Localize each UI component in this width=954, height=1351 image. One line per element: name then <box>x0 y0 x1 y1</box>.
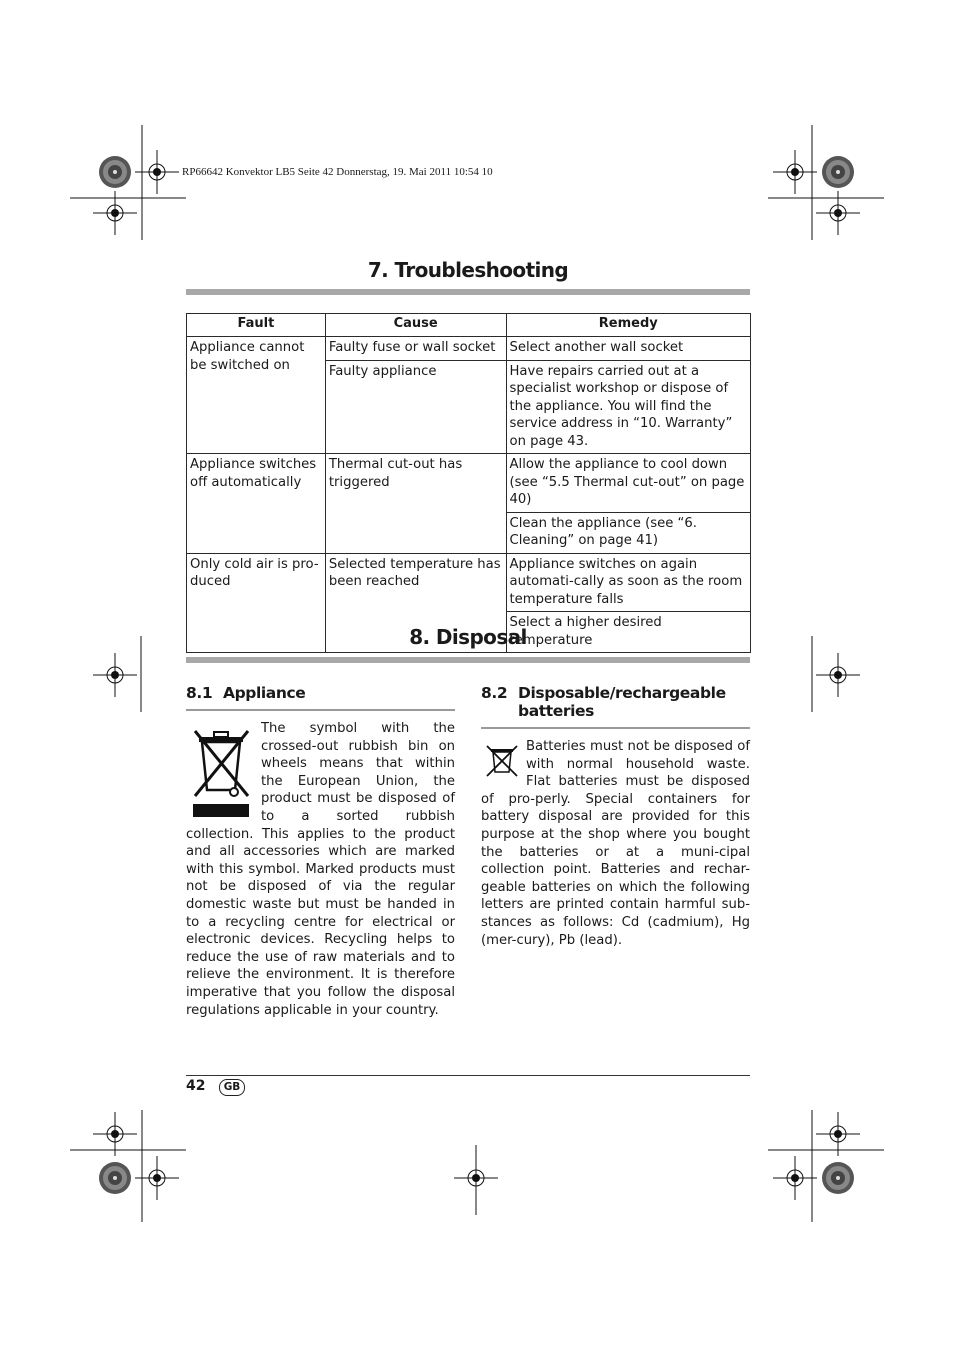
column-header-fault: Fault <box>187 314 326 337</box>
table-row <box>187 454 751 513</box>
fault-cell: Appliance switches off automatically <box>187 454 326 554</box>
table-header-row <box>187 314 751 337</box>
cause-cell: Thermal cut-out has triggered <box>325 454 506 554</box>
subsection-heading-appliance <box>186 684 305 702</box>
rosette-mark <box>99 1162 131 1194</box>
section-rule <box>186 289 750 295</box>
remedy-cell: Select another wall socket <box>506 337 750 361</box>
icon-spacer <box>481 738 526 788</box>
icon-spacer <box>186 720 261 819</box>
cause-cell: Faulty appliance <box>325 360 506 454</box>
troubleshooting-table <box>186 313 751 653</box>
language-badge: GB <box>219 1079 245 1096</box>
subsection-number: 8.1 <box>186 684 213 702</box>
subsection-title: Disposable/rechargeable batteries <box>518 684 726 720</box>
remedy-cell: Appliance switches on again automati-cally as soon as the room temperature falls <box>506 553 750 612</box>
cause-cell: Faulty fuse or wall socket <box>325 337 506 361</box>
cause-cell: Selected temperature has been reached <box>325 553 506 653</box>
rosette-mark <box>99 156 131 188</box>
column-header-remedy: Remedy <box>506 314 750 337</box>
section-title-troubleshooting: 7. Troubleshooting <box>367 258 569 282</box>
remedy-cell: Have repairs carried out at a specialist workshop or dispose of the appliance. You will find the service address in “10. Warranty” on page 43. <box>506 360 750 454</box>
table-row <box>187 337 751 361</box>
remedy-cell: Select a higher desired temperature <box>506 612 750 653</box>
rosette-mark <box>822 156 854 188</box>
remedy-cell: Allow the appliance to cool down (see “5.5 Thermal cut-out” on page 40) <box>506 454 750 513</box>
rosette-mark <box>822 1162 854 1194</box>
page-number: 42 <box>186 1078 206 1094</box>
column-header-cause: Cause <box>325 314 506 337</box>
subsection-rule <box>186 709 455 711</box>
print-slug: RP66642 Konvektor LB5 Seite 42 Donnerstag, 19. Mai 2011 10:54 10 <box>182 166 493 178</box>
table-row <box>187 553 751 612</box>
remedy-cell: Clean the appliance (see “6. Cleaning” on page 41) <box>506 512 750 553</box>
footer-rule <box>186 1075 750 1076</box>
subsection-title: Appliance <box>223 684 306 702</box>
appliance-text: The symbol with the crossed-out rubbish bin on wheels means that within the European Union, the product must be disposed of to a sorted rubbish collection. This applies to the product and all accessories which are marked with this symbol. Marked products must not be disposed of via the regular domestic waste but must be handed in to a recycling centre for electrical or electronic devices. Recycling helps to reduce the use of raw materials and to relieve the environment. It is therefore imperative that you follow the disposal regulations applicable in your country. <box>186 721 455 1018</box>
fault-cell: Only cold air is pro-duced <box>187 553 326 653</box>
subsection-number: 8.2 <box>481 684 508 702</box>
section-rule <box>186 657 750 663</box>
subsection-heading-batteries <box>481 684 750 720</box>
batteries-text: Batteries must not be disposed of with normal household waste. Flat batteries must be disposed of pro-perly. Special containers for battery disposal are provided for this purpose at the shop where you bought the batteries or at a muni-cipal collection point. Batteries and rechar-geable batteries on which the following letters are printed contain harmful sub-stances as follows: Cd (cadmium), Hg (mer-cury), Pb (lead). <box>481 739 750 948</box>
batteries-paragraph <box>481 738 750 949</box>
appliance-paragraph <box>186 720 455 1019</box>
section-title-disposal: 8. Disposal <box>409 625 527 649</box>
fault-cell: Appliance cannot be switched on <box>187 337 326 454</box>
subsection-rule <box>481 727 750 729</box>
